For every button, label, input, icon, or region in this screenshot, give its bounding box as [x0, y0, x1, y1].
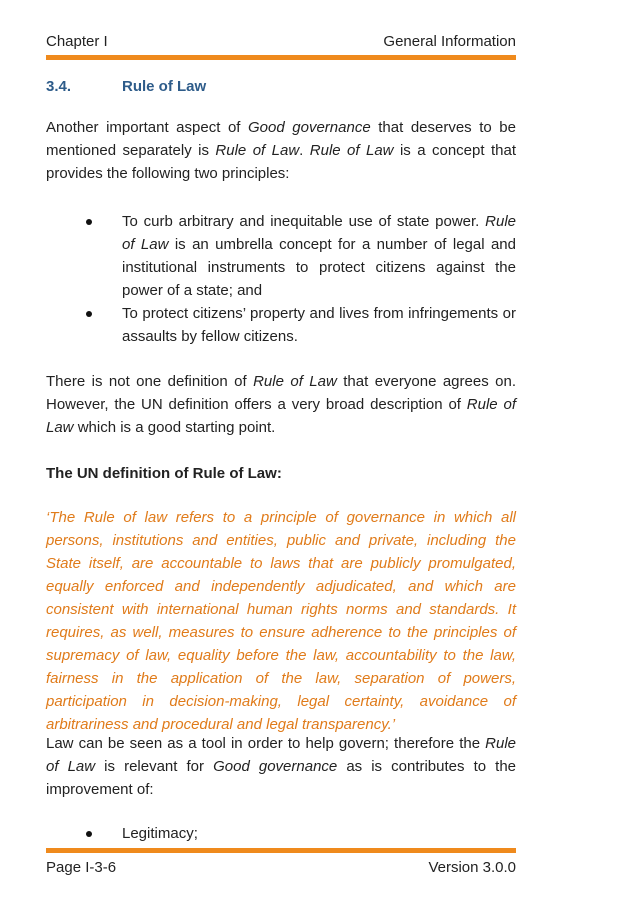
section-title: Rule of Law — [122, 78, 207, 95]
definition-italic-2: Rule of Law — [46, 396, 516, 436]
list-item — [46, 302, 516, 348]
tool-paragraph — [46, 732, 516, 801]
principles-list — [46, 210, 516, 348]
definition-text-3: which is a good starting point. — [73, 419, 276, 436]
definition-paragraph — [46, 370, 516, 439]
header-rule — [46, 55, 516, 60]
tool-text-2: is relevant for — [95, 758, 214, 775]
principle-1-italic: Rule of Law — [122, 213, 516, 253]
intro-paragraph — [46, 116, 516, 185]
definition-text-2: that everyone agrees on. However, the UN definition offers a very broad description of — [46, 373, 516, 413]
intro-text-1: Another important aspect of — [46, 119, 249, 136]
definition-text-1: There is not one definition of — [46, 373, 254, 390]
intro-italic-3: Rule of Law — [309, 142, 394, 159]
section-heading — [46, 78, 206, 95]
intro-text-3: . — [299, 142, 310, 159]
principle-1 — [122, 210, 516, 302]
tool-text-3: as is contributes to the improvement of: — [46, 758, 517, 798]
section-number: 3.4. — [46, 78, 72, 95]
principle-2: To protect citizens’ property and lives from infringements or assaults by fellow citizens. — [122, 305, 516, 345]
principle-1-rest: is an umbrella concept for a number of legal and institutional instruments to protect citizens against the power of a state; and — [122, 236, 516, 299]
version-label: Version 3.0.0 — [428, 859, 516, 876]
un-definition-heading: The UN definition of Rule of Law: — [46, 465, 282, 482]
list-item — [46, 822, 516, 845]
intro-text-2: that deserves to be mentioned separately is — [46, 119, 516, 159]
un-definition-quote: ‘The Rule of law refers to a principle of governance in which all persons, institutions and entities, public and private, including the State itself, are accountable to laws that are publicly promulgated, equally enforced and independently adjudicated, and which are consistent with international human rights norms and standards. It requires, as well, measures to ensure adherence to the principles of supremacy of law, equality before the law, accountability to the law, fairness in the application of the law, separation of powers, participation in decision-making, legal certainty, avoidance of arbitrariness and procedural and legal transparency.’ — [46, 509, 516, 733]
intro-text-4: is a concept that provides the following two principles: — [46, 142, 516, 182]
page-footer — [46, 859, 516, 876]
improvements-list — [46, 822, 516, 845]
tool-italic-1: Rule of Law — [46, 735, 516, 775]
principle-1-text: To curb arbitrary and inequitable use of state power. — [122, 213, 486, 230]
intro-italic-2: Rule of Law — [215, 142, 300, 159]
tool-italic-2: Good governance — [213, 758, 338, 775]
definition-italic-1: Rule of Law — [253, 373, 337, 390]
bullet-icon — [46, 302, 122, 348]
header-section-title: General Information — [383, 33, 516, 50]
page-header — [46, 33, 516, 50]
header-chapter: Chapter I — [46, 33, 108, 50]
bullet-icon — [46, 210, 122, 302]
list-item — [46, 210, 516, 302]
tool-text-1: Law can be seen as a tool in order to help govern; therefore the — [46, 735, 486, 752]
bullet-icon — [46, 822, 122, 845]
footer-rule — [46, 848, 516, 853]
improvement-1: Legitimacy; — [122, 825, 198, 842]
intro-italic-1: Good governance — [248, 119, 371, 136]
page-number: Page I-3-6 — [46, 859, 117, 876]
